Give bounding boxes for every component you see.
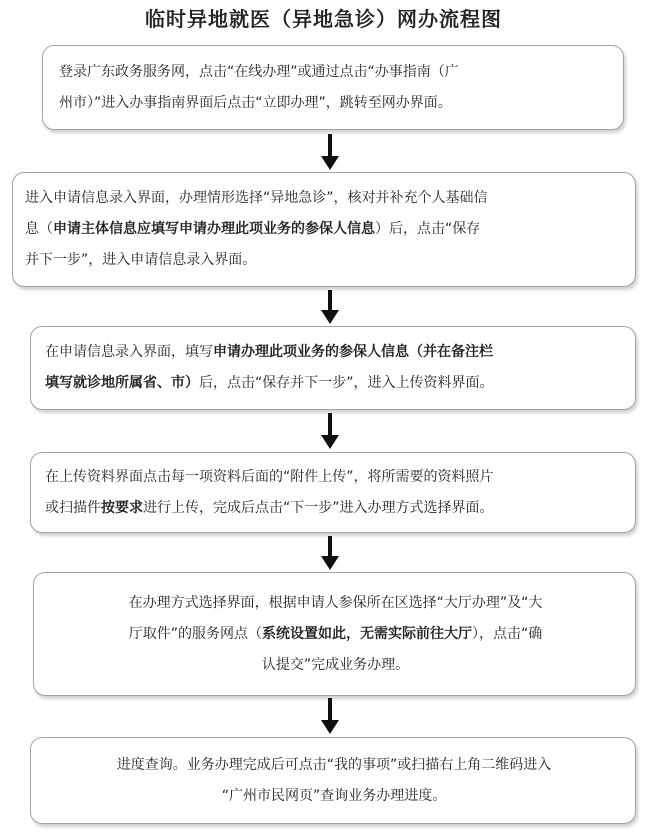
step-5-box [33, 572, 636, 696]
arrow-down-icon [321, 290, 339, 324]
step-4-box [30, 452, 636, 533]
step-6-line-1: 进度查询。业务办理完成后可点击“我的事项”或扫描右上角二维码进入 [116, 756, 552, 773]
step-5-line-3: 认提交”完成业务办理。 [261, 656, 410, 673]
page-title: 临时异地就医（异地急诊）网办流程图 [145, 7, 502, 31]
step-4-text [45, 462, 625, 524]
step-6-text [43, 750, 625, 812]
step-5-line-1: 在办理方式选择界面，根据申请人参保所在区选择“大厅办理”及“大 [128, 594, 543, 611]
step-2-text [25, 183, 625, 276]
step-3-line-1 [45, 337, 625, 368]
step-2-line-1: 进入申请信息录入界面，办理情形选择“异地急诊”，核对并补充个人基础信 [25, 190, 488, 206]
step-3-text-a: 在申请信息录入界面，填写 [45, 344, 213, 360]
step-3-line-2 [45, 368, 625, 399]
step-3-highlight-1: 申请办理此项业务的参保人信息（并在备注栏 [213, 344, 493, 360]
step-1-box [42, 45, 624, 130]
step-5-text-b: ），点击“确 [472, 625, 543, 642]
arrow-down-icon [321, 698, 339, 734]
step-2-text-b: ）后，点击“保存 [375, 221, 481, 237]
step-6-line-2: “广州市民网页”查询业务办理进度。 [221, 787, 447, 804]
step-2-line-2 [25, 214, 625, 245]
arrow-down-icon [321, 134, 339, 170]
step-5-text-a: 厅取件”的服务网点（ [128, 625, 262, 642]
step-1-line-1: 登录广东政务服务网，点击“在线办理”或通过点击“办事指南（广 [59, 63, 459, 80]
step-2-box [12, 172, 636, 287]
step-5-highlight: 系统设置如此，无需实际前往大厅 [262, 625, 472, 642]
step-5-text [46, 588, 625, 681]
step-4-line-1: 在上传资料界面点击每一项资料后面的“附件上传”，将所需要的资料照片 [45, 468, 494, 485]
step-4-text-a: 或扫描件 [45, 499, 101, 516]
step-1-text [59, 57, 609, 119]
step-5-line-2 [46, 619, 625, 650]
arrow-down-icon [321, 536, 339, 570]
step-2-text-a: 息（ [25, 221, 53, 237]
arrow-down-icon [321, 413, 339, 449]
step-4-line-2 [45, 493, 625, 524]
step-3-text-b: 后，点击“保存并下一步”，进入上传资料界面。 [199, 375, 494, 391]
step-4-highlight: 按要求 [101, 499, 143, 516]
step-3-box [30, 326, 636, 410]
step-2-line-3: 并下一步”，进入申请信息录入界面。 [25, 252, 257, 268]
step-3-highlight-2: 填写就诊地所属省、市） [45, 375, 199, 391]
step-4-text-b: 进行上传，完成后点击“下一步”进入办理方式选择界面。 [143, 499, 494, 516]
step-3-text [45, 337, 625, 399]
step-6-box [30, 737, 636, 824]
step-1-line-2: 州市）”进入办事指南界面后点击“立即办理”，跳转至网办界面。 [59, 94, 452, 111]
step-2-highlight: 申请主体信息应填写申请办理此项业务的参保人信息 [53, 221, 375, 237]
